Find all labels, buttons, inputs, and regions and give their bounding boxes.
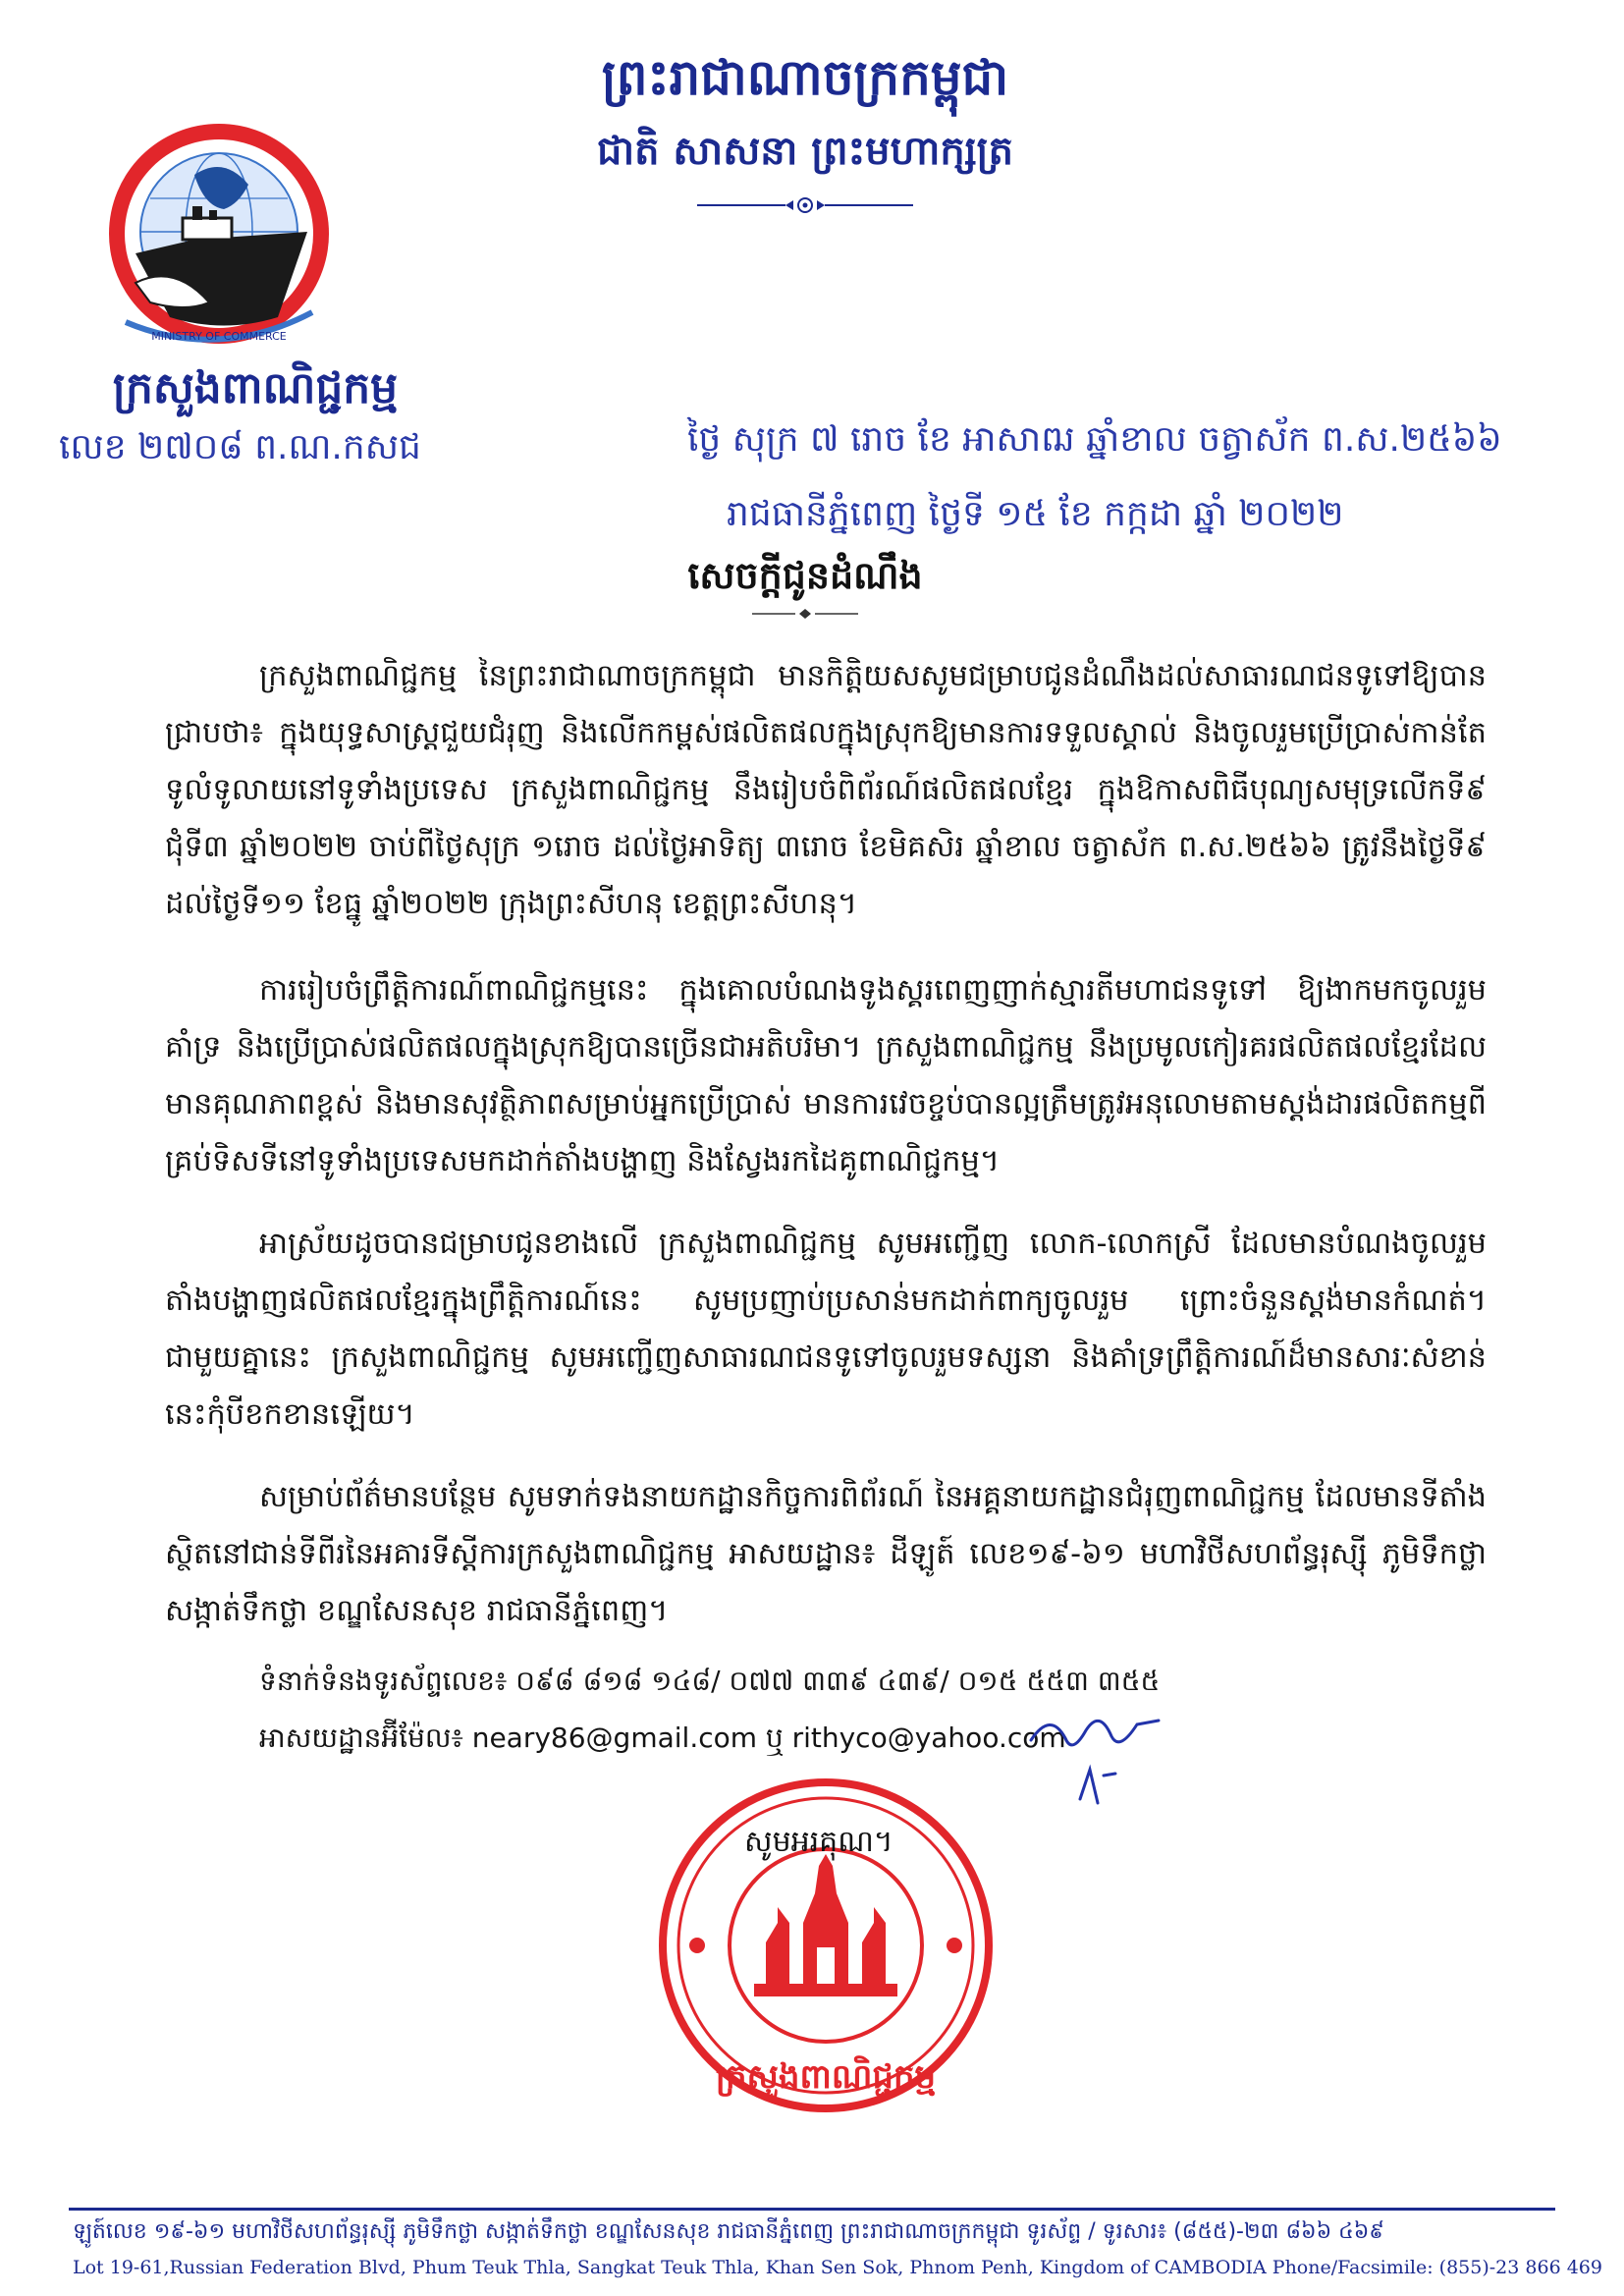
footer-address-english: Lot 19-61,Russian Federation Blvd, Phum Teuk Thla, Sangkat Teuk Thla, Khan Sen Sok, Phnom Penh, Kingdom of CAMBODIA Phone/Facsimile: (855)-23 866 469 [73,2257,1602,2278]
footer-divider [69,2208,1555,2211]
reference-number: លេខ ២៧០៨ ព.ណ.កសជ [59,427,421,467]
closing-text: សូមអរគុណ។ [744,1825,893,1859]
body-paragraph-1: ក្រសួងពាណិជ្ជកម្ម នៃព្រះរាជាណាចក្រកម្ពុជា មានកិត្តិយសសូមជម្រាបជូនដំណឹងដល់សាធារណជនទូទៅឱ្យបានជ្រាបថា៖ ក្នុងយុទ្ធសាស្ត្រជួយជំរុញ និងលើកកម្ពស់ផលិតផលក្នុងស្រុកឱ្យមានការទទួលស្គាល់ និងចូលរួមប្រើប្រាស់កាន់តែទូលំទូលាយនៅទូទាំងប្រទេស ក្រសួងពាណិជ្ជកម្ម នឹងរៀបចំពិព័រណ៍ផលិតផលខ្មែរ ក្នុងឱកាសពិធីបុណ្យសមុទ្រលើកទី៩ ជុំទី៣ ឆ្នាំ២០២២ ចាប់ពីថ្ងៃសុក្រ ១រោច ដល់ថ្ងៃអាទិត្យ ៣រោច ខែមិគសិរ ឆ្នាំខាល ចត្វាស័ក ព.ស.២៥៦៦ ត្រូវនឹងថ្ងៃទី៩ ដល់ថ្ងៃទី១១ ខែធ្នូ ឆ្នាំ២០២២ ក្រុងព្រះសីហនុ ខេត្តព្រះសីហនុ។ [165,659,1487,921]
header-ornament [687,191,923,220]
body-paragraph-2: ការរៀបចំព្រឹត្តិការណ៍ពាណិជ្ជកម្មនេះ ក្នុងគោលបំណងទូងស្គរពេញញាក់ស្មារតីមហាជនទូទៅ ឱ្យងាកមកចូលរួមគាំទ្រ និងប្រើប្រាស់ផលិតផលក្នុងស្រុកឱ្យបានច្រើនជាអតិបរិមា។ ក្រសួងពាណិជ្ជកម្ម នឹងប្រមូលកៀរគរផលិតផលខ្មែរដែលមានគុណភាពខ្ពស់ និងមានសុវត្ថិភាពសម្រាប់អ្នកប្រើប្រាស់ មានការវេចខ្ចប់បានល្អត្រឹមត្រូវអនុលោមតាមស្តង់ដារផលិតកម្មពីគ្រប់ទិសទីនៅទូទាំងប្រទេសមកដាក់តាំងបង្ហាញ និងស្វែងរកដៃគូពាណិជ្ជកម្ម។ [165,973,1487,1178]
contact-phone: ទំនាក់ទំនងទូរស័ព្ទលេខ៖ ០៩៨ ៨១៨ ១៤៨/ ០៧៧ ៣៣៩ ៤៣៩/ ០១៥ ៥៥៣ ៣៥៥ [259,1665,1161,1697]
seal-text: ក្រសួងពាណិជ្ជកម្ម [715,2057,937,2097]
logo-caption: MINISTRY OF COMMERCE [151,330,287,343]
signature [1021,1701,1218,1809]
solar-date: រាជធានីភ្នំពេញ ថ្ងៃទី ១៥ ខែ កក្កដា ឆ្នាំ ២០២២ [727,494,1344,534]
title-ornament [746,607,864,621]
footer-address-khmer: ឡូត៍លេខ ១៩-៦១ មហាវិថីសហព័ន្ធរុស្ស៊ី ភូមិទឹកថ្លា សង្កាត់ទឹកថ្លា ខណ្ឌសែនសុខ រាជធានីភ្នំពេញ ព្រះរាជាណាចក្រកម្ពុជា ទូរស័ព្ទ / ទូរសារ៖ (៨៥៥)-២៣ ៨៦៦ ៤៦៩ [73,2219,1384,2244]
document-title: សេចក្តីជូនដំណឹង [687,554,923,597]
body-paragraph-4: សម្រាប់ព័ត៌មានបន្ថែម សូមទាក់ទងនាយកដ្ឋានកិច្ចការពិព័រណ៍ នៃអគ្គនាយកដ្ឋានជំរុញពាណិជ្ជកម្ម ដែលមានទីតាំងស្ថិតនៅជាន់ទីពីរនៃអគារទីស្តីការក្រសួងពាណិជ្ជកម្ម អាសយដ្ឋាន៖ ដីឡូត៍ លេខ១៩-៦១ មហាវិថីសហព័ន្ធរុស្ស៊ី ភូមិទឹកថ្លា សង្កាត់ទឹកថ្លា ខណ្ឌសែនសុខ រាជធានីភ្នំពេញ។ [165,1480,1487,1628]
national-motto: ជាតិ សាសនា ព្រះមហាក្សត្រ [597,128,1013,174]
lunar-date: ថ្ងៃ សុក្រ ៧ រោច ខែ អាសាឍ ឆ្នាំខាល ចត្វាស័ក ព.ស.២៥៦៦ [687,419,1502,460]
body-paragraph-3: អាស្រ័យដូចបានជម្រាបជូនខាងលើ ក្រសួងពាណិជ្ជកម្ម សូមអញ្ជើញ លោក-លោកស្រី ដែលមានបំណងចូលរួមតាំងបង្ហាញផលិតផលខ្មែរក្នុងព្រឹត្តិការណ៍នេះ សូមប្រញាប់ប្រសាន់មកដាក់ពាក្យចូលរួម ព្រោះចំនួនស្តង់មានកំណត់។ ជាមួយគ្នានេះ ក្រសួងពាណិជ្ជកម្ម សូមអញ្ជើញសាធារណជនទូទៅចូលរួមទស្សនា និងគាំទ្រព្រឹត្តិការណ៍ដ៏មានសារៈសំខាន់នេះកុំបីខកខានឡើយ។ [165,1227,1487,1432]
ministry-logo [77,116,361,361]
ministry-name: ក្រសួងពាណិជ្ជកម្ម [112,363,399,413]
contact-email[interactable]: អាសយដ្ឋានអ៊ីម៉ែល៖ neary86@gmail.com ឬ rithyco@yahoo.com [259,1722,1066,1754]
kingdom-title: ព្រះរាជាណាចក្រកម្ពុជា [601,48,1009,106]
